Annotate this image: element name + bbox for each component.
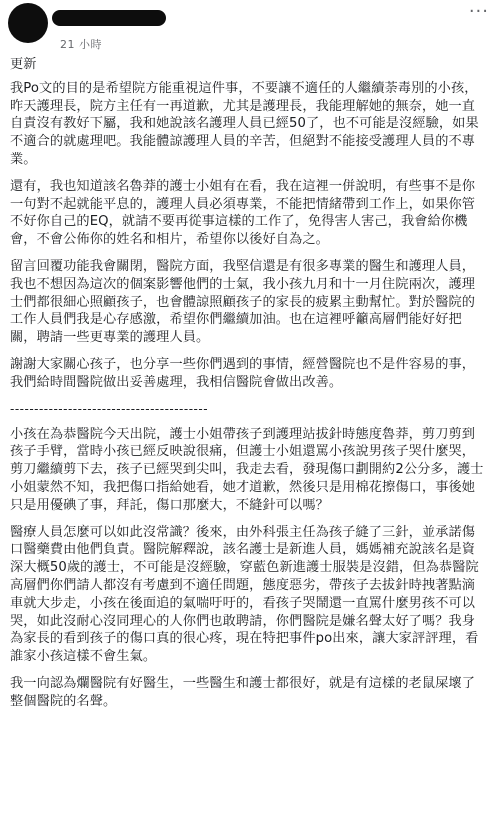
post-paragraph-update: 更新 <box>10 57 37 72</box>
post-divider: ----------------------------------------- <box>10 401 209 416</box>
more-options-icon[interactable]: ··· <box>468 1 489 22</box>
post-paragraph-6: 醫療人員怎麼可以如此沒常識？後來，由外科張主任為孩子縫了三針，並承諾傷口醫藥費由他們負責。醫院解釋說，該名護士是新進人員，媽媽補充說該名是資深大概50歲的護士，不可能是沒經驗，穿藍色新進護士服裝是沒錯，但為恭醫院高層們你們請人都沒有考慮到不適任問題，態度惡劣，帶孩子去拔針時拽著點滴車就大步走，小孩在後面追的氣喘吁吁的，看孩子哭鬧還一直罵什麼男孩不可以哭，如此沒耐心沒同理心的人你們也敢聘請，你們醫院是嫌名聲太好了嗎？我身為家長的看到孩子的傷口真的很心疼，現在特把事件po出來，讓大家評評理，看誰家小孩這樣不會生氣。 <box>10 524 479 665</box>
post-body <box>0 56 497 711</box>
post-paragraph-2: 還有，我也知道該名魯莽的護士小姐有在看，我在這裡一併說明，有些事不是你一句對不起就能平息的，護理人員必須專業，不能把情緒帶到工作上，如果你管不好你自己的EQ，就請不要再從事這樣的工作了，免得害人害己，我會給你機會，不會公佈你的姓名和相片，希望你以後好自為之。 <box>10 178 476 248</box>
post-paragraph-1: 我Po文的目的是希望院方能重視這件事，不要讓不適任的人繼續荼毒別的小孩，昨天護理長，院方主任有一再道歉，尤其是護理長，我能理解她的無奈，她一直自責沒有教好下屬，我和她說該名護理人員已經50了，也不可能是沒經驗，如果不適合的就處理吧。我能體諒護理人員的辛苦，但絕對不能接受護理人員的不專業。 <box>10 80 479 167</box>
post-header <box>0 0 497 56</box>
avatar[interactable] <box>8 3 48 43</box>
post-paragraph-4: 謝謝大家關心孩子，也分享一些你們遇到的事情，經營醫院也不是件容易的事，我們給時間醫院做出妥善處理，我相信醫院會做出改善。 <box>10 356 476 390</box>
post-paragraph-7: 我一向認為爛醫院有好醫生，一些醫生和護士都很好，就是有這樣的老鼠屎壞了整個醫院的名聲。 <box>10 675 476 709</box>
post-timestamp[interactable]: 21 小時 <box>60 38 102 51</box>
post-paragraph-5: 小孩在為恭醫院今天出院，護士小姐帶孩子到護理站拔針時態度魯莽，剪刀剪到孩子手臂，當時小孩已經反映說很痛，但護士小姐還罵小孩說男孩子哭什麼哭，剪刀繼續剪下去，孩子已經哭到尖叫，我走去看，發現傷口劃開約2公分多，護士小姐蒙然不知，我把傷口指給她看，她才道歉，然後只是用棉花擦傷口，事後她只是用優碘了事，拜託，傷口那麼大，不縫針可以嗎？ <box>10 426 484 513</box>
author-name-redacted[interactable] <box>52 10 166 26</box>
post-paragraph-3: 留言回覆功能我會關閉，醫院方面，我堅信還是有很多專業的醫生和護理人員，我也不想因為這次的個案影響他們的士氣，我小孩九月和十一月住院兩次，護理士們都很細心照顧孩子，也會體諒照顧孩子的家長的疲累主動幫忙。對於醫院的工作人員們我是心存感激，希望你們繼續加油。也在這裡呼籲高層們能好好把關，聘請一些更專業的護理人員。 <box>10 258 476 346</box>
